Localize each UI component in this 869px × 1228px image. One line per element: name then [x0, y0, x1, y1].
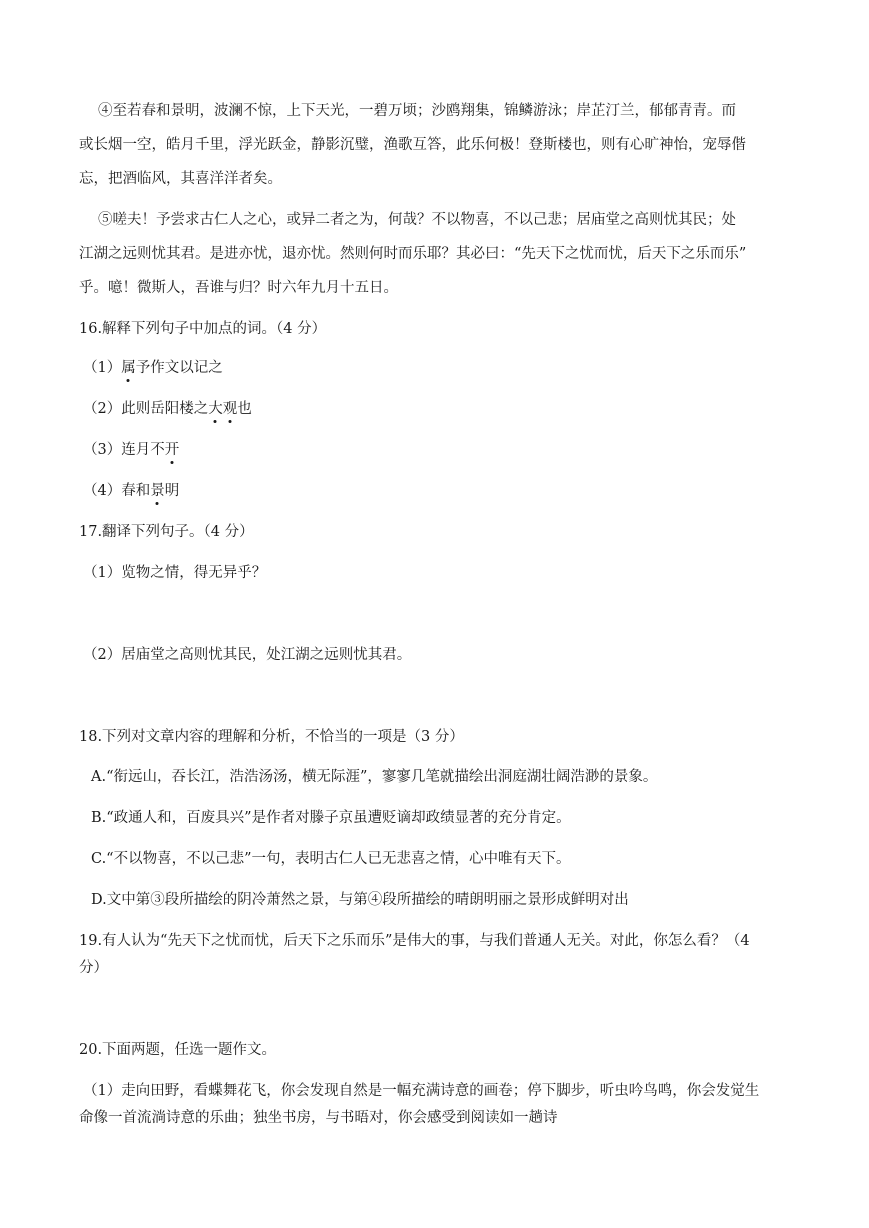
question-18-option-d: D.文中第③段所描绘的阴冷萧然之景，与第④段所描绘的晴朗明丽之景形成鲜明对出 [91, 892, 629, 908]
question-19-line-1: 19.有人认为“先天下之忧而忧，后天下之乐而乐”是伟大的事，与我们普通人无关。对此，你怎么看？（4 [79, 933, 750, 949]
item-number: （2） [83, 401, 122, 417]
question-16-item-3 [83, 440, 179, 460]
passage-p5-line-2: 江湖之远则忧其君。是进亦忧，退亦忧。然则何时而乐耶？其必曰：“先天下之忧而忧，后天下之乐而乐” [79, 246, 747, 262]
dotted-word: 开 [164, 442, 180, 458]
question-18-stem: 18.下列对文章内容的理解和分析，不恰当的一项是（3 分） [79, 729, 464, 745]
dotted-char-2: 观 [222, 401, 238, 417]
item-number: （4） [83, 483, 122, 499]
passage-p5-line-1: ⑤嗟夫！予尝求古仁人之心，或异二者之为，何哉？不以物喜，不以己悲；居庙堂之高则忧其民；处 [98, 212, 736, 228]
question-17-item-2: （2）居庙堂之高则忧其民，处江湖之远则忧其君。 [83, 647, 412, 663]
item-text-before: 春和 [121, 483, 151, 499]
question-16-item-2 [83, 399, 252, 419]
item-text-after: 明 [164, 483, 180, 499]
passage-p4-line-3: 忘，把酒临风，其喜洋洋者矣。 [79, 171, 282, 187]
dotted-word: 属 [121, 360, 136, 376]
dotted-word [208, 401, 237, 417]
question-16-item-4 [83, 481, 179, 501]
question-18-option-b: B.“政通人和，百废具兴”是作者对滕子京虽遭贬谪却政绩显著的充分肯定。 [91, 810, 571, 826]
question-18-option-c: C.“不以物喜，不以己悲”一句，表明古仁人已无悲喜之情，心中唯有天下。 [91, 851, 571, 867]
passage-p5-line-3: 乎。噫！微斯人，吾谁与归？时六年九月十五日。 [79, 280, 398, 296]
passage-p4-line-1: ④至若春和景明，波澜不惊，上下天光，一碧万顷；沙鸥翔集，锦鳞游泳；岸芷汀兰，郁郁青青。而 [98, 103, 736, 119]
question-16-stem: 16.解释下列句子中加点的词。（4 分） [79, 321, 327, 337]
question-18-option-a: A.“衔远山，吞长江，浩浩汤汤，横无际涯”，寥寥几笔就描绘出洞庭湖壮阔浩渺的景象。 [91, 769, 658, 785]
item-text-after: 予作文以记之 [135, 360, 223, 376]
question-17-item-1: （1）览物之情，得无异乎？ [83, 565, 267, 581]
question-16-item-1 [83, 358, 223, 378]
question-19-line-2: 分） [79, 960, 108, 976]
item-text-after: 也 [237, 401, 252, 417]
passage-p4-line-2: 或长烟一空，皓月千里，浮光跃金，静影沉璧，渔歌互答，此乐何极！登斯楼也，则有心旷神怡，宠辱偕 [79, 137, 746, 153]
dotted-char-1: 大 [208, 401, 223, 417]
question-17-stem: 17.翻译下列句子。（4 分） [79, 524, 254, 540]
question-20-line-2: 命像一首流淌诗意的乐曲；独坐书房，与书晤对，你会感受到阅读如一趟诗 [79, 1110, 558, 1126]
dotted-word: 景 [150, 483, 165, 499]
item-number: （3） [83, 442, 122, 458]
question-20-line-1: （1）走向田野，看蝶舞花飞，你会发现自然是一幅充满诗意的画卷；停下脚步，听虫吟鸟鸣，你会发觉生 [83, 1083, 760, 1099]
item-text-before: 连月不 [121, 442, 165, 458]
item-number: （1） [83, 360, 122, 376]
question-20-stem: 20.下面两题，任选一题作文。 [79, 1042, 277, 1058]
item-text-before: 此则岳阳楼之 [121, 401, 209, 417]
